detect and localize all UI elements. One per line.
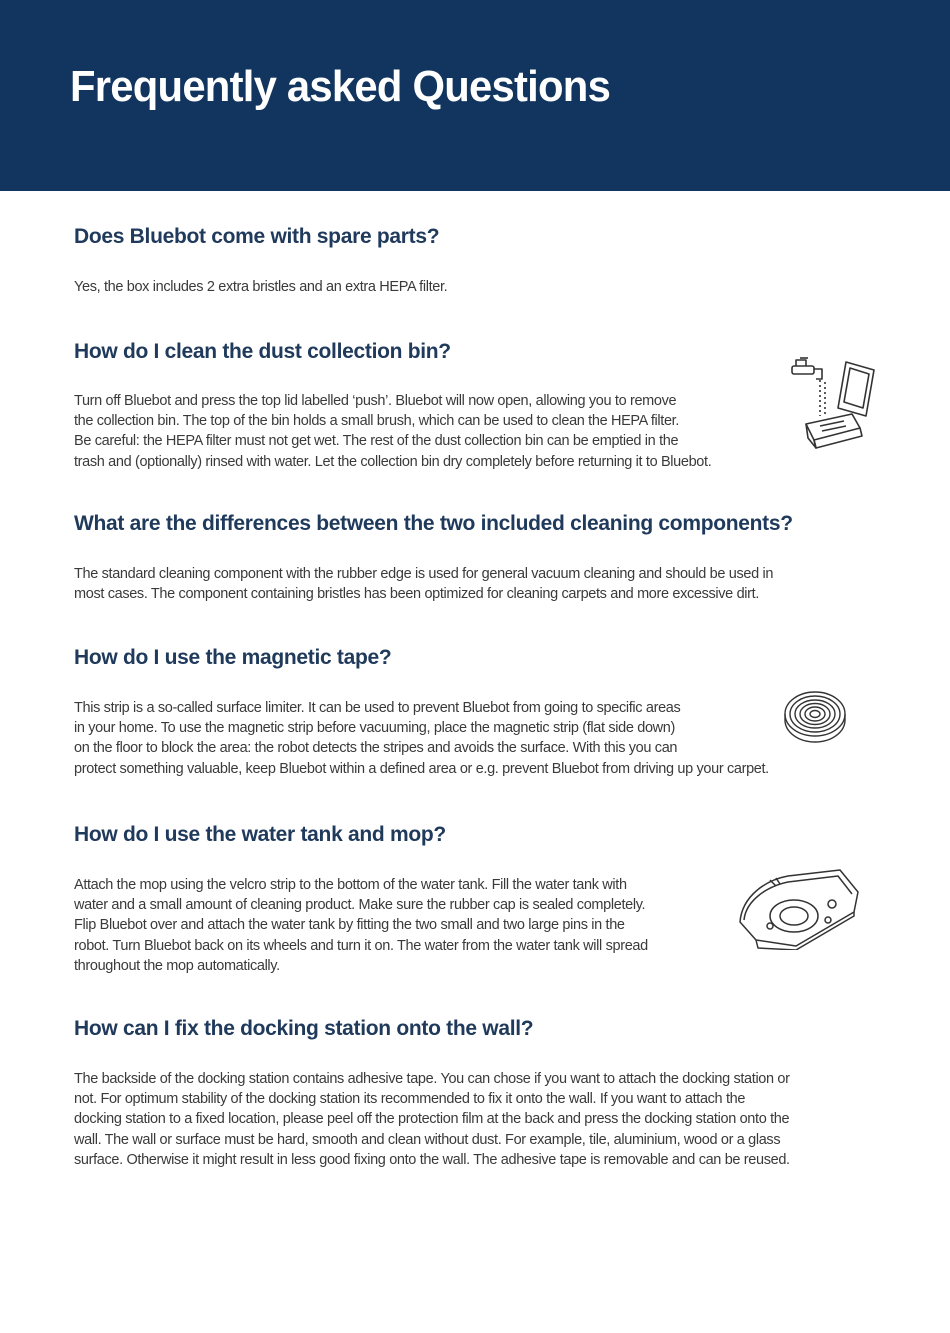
- faq-question-water-tank: How do I use the water tank and mop?: [74, 823, 446, 846]
- answer-line: surface. Otherwise it might result in less good fixing onto the wall. The adhesive tape is removable and can be reused.: [74, 1151, 790, 1168]
- faq-question-docking-station: How can I fix the docking station onto the wall?: [74, 1017, 534, 1040]
- answer-line: This strip is a so-called surface limiter. It can be used to prevent Bluebot from going to specific areas: [74, 700, 681, 716]
- magnetic-tape-roll-illustration: [782, 688, 848, 744]
- water-tank-mop-illustration: [736, 866, 862, 950]
- answer-line: robot. Turn Bluebot back on its wheels and turn it on. The water from the water tank will spread: [74, 937, 648, 954]
- faq-answer-magnetic-tape: [74, 698, 769, 779]
- answer-line: Attach the mop using the velcro strip to the bottom of the water tank. Fill the water tank with: [74, 877, 627, 893]
- answer-line: wall. The wall or surface must be hard, smooth and clean without dust. For example, tile, aluminium, wood or a glass: [74, 1131, 781, 1148]
- faq-answer-dust-bin: [74, 391, 790, 472]
- faq-question-dust-bin: How do I clean the dust collection bin?: [74, 340, 451, 363]
- answer-line: not. For optimum stability of the docking station its recommended to fix it onto the wall. If you want to attach the: [74, 1091, 746, 1108]
- answer-line: Flip Bluebot over and attach the water tank by fitting the two small and two large pins in the: [74, 917, 625, 934]
- answer-line: trash and (optionally) rinsed with water. Let the collection bin dry completely before returning it to Bluebot.: [74, 453, 712, 470]
- answer-line: water and a small amount of cleaning product. Make sure the rubber cap is sealed completely.: [74, 897, 646, 914]
- answer-line: The backside of the docking station contains adhesive tape. You can chose if you want to attach the docking station or: [74, 1071, 790, 1087]
- answer-line: The standard cleaning component with the rubber edge is used for general vacuum cleaning and should be used in: [74, 566, 774, 582]
- faq-answer-cleaning-components: [74, 564, 773, 604]
- answer-line: in your home. To use the magnetic strip before vacuuming, place the magnetic strip (flat side down): [74, 720, 675, 737]
- answer-line: Be careful: the HEPA filter must not get wet. The rest of the dust collection bin can be emptied in the: [74, 433, 679, 450]
- answer-line: on the floor to block the area: the robot detects the stripes and avoids the surface. With this you can: [74, 740, 678, 757]
- faq-answer-water-tank: [74, 875, 648, 976]
- faq-answer-docking-station: [74, 1069, 790, 1170]
- faq-question-magnetic-tape: How do I use the magnetic tape?: [74, 646, 392, 669]
- header-banner: [0, 0, 950, 191]
- faq-question-spare-parts: Does Bluebot come with spare parts?: [74, 225, 440, 248]
- answer-line: Turn off Bluebot and press the top lid labelled ‘push’. Bluebot will now open, allowing you to remove: [74, 393, 677, 409]
- answer-line: protect something valuable, keep Bluebot within a defined area or e.g. prevent Bluebot from driving up your carpet.: [74, 760, 769, 777]
- answer-line: Yes, the box includes 2 extra bristles and an extra HEPA filter.: [74, 279, 448, 295]
- answer-line: throughout the mop automatically.: [74, 957, 280, 974]
- page-title: Frequently asked Questions: [70, 62, 611, 111]
- faq-answer-spare-parts: [74, 277, 447, 297]
- faucet-bin-illustration: [784, 352, 884, 456]
- answer-line: the collection bin. The top of the bin holds a small brush, which can be used to clean the HEPA filter.: [74, 413, 680, 430]
- answer-line: most cases. The component containing bristles has been optimized for cleaning carpets and more excessive dirt.: [74, 586, 759, 603]
- answer-line: docking station to a fixed location, please peel off the protection film at the back and press the docking station onto the: [74, 1111, 790, 1128]
- faq-question-cleaning-components: What are the differences between the two included cleaning components?: [74, 512, 793, 535]
